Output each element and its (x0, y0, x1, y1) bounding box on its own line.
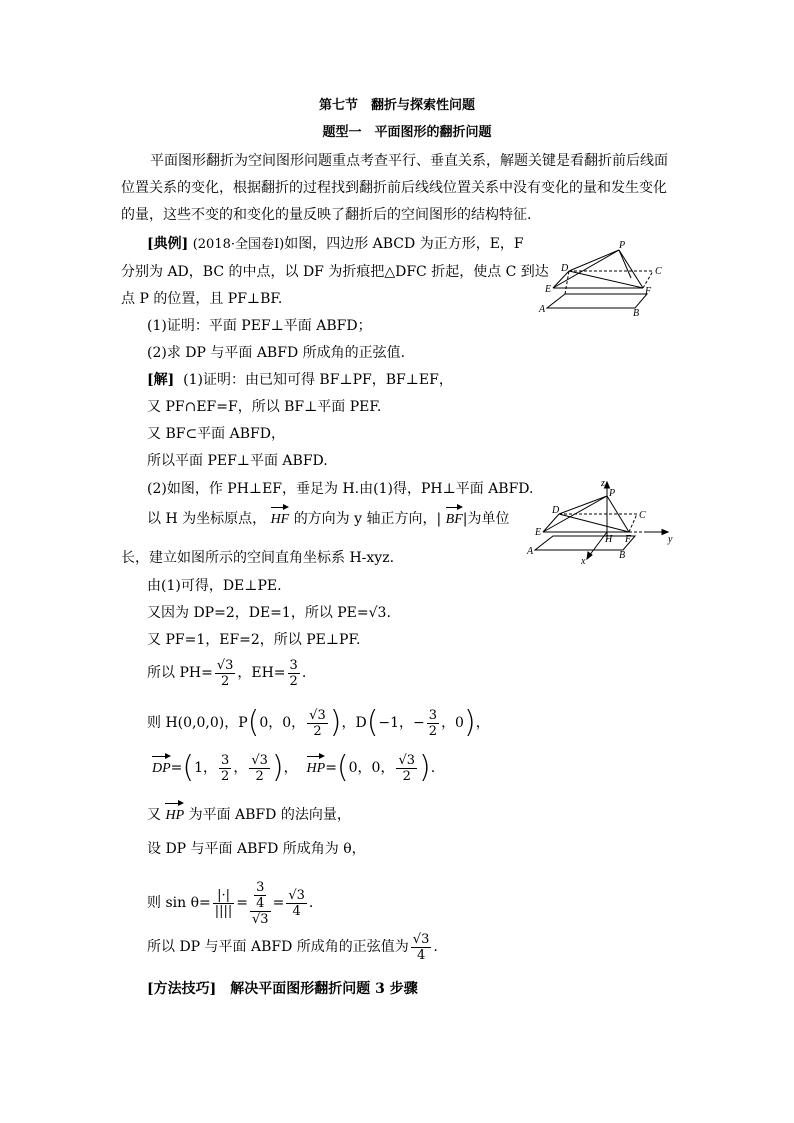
s13-hpval: 0，0， (348, 760, 395, 776)
vector-hp: HP (307, 753, 326, 777)
frac-den: 2 (313, 723, 322, 739)
s6-text-c: |为单位 (462, 511, 510, 527)
example-line-2: 分别为 AD，BC 的中点，以 DF 为折痕把△DFC 折起，使点 C 到达 (121, 264, 549, 280)
solution-line-4: 所以平面 PEF⊥平面 ABFD. (147, 453, 328, 469)
intro-line-2: 位置关系的变化，根据翻折的过程找到翻折前后线线位置关系中没有变化的量和发生变化 (121, 180, 667, 196)
label-F: F (645, 286, 652, 297)
frac-num: √3 (216, 657, 234, 673)
solution-line-6 (147, 504, 510, 529)
solution-line-17: 所以 DP 与平面 ABFD 所成角的正弦值为 $\frac{√3}{4}$ . (147, 931, 438, 963)
label-x: x (581, 556, 586, 567)
frac-num: 3 (256, 879, 265, 895)
solution-line-5: (2)如图，作 PH⊥EF，垂足为 H.由(1)得，PH⊥平面 ABFD. (147, 481, 534, 497)
label-P2: P (609, 488, 616, 499)
frac-den: 2 (220, 673, 230, 689)
s12-mid: ，D (341, 715, 367, 731)
s12-pre: 则 H(0,0,0)，P (147, 715, 248, 731)
frac-num: 3 (428, 707, 438, 723)
solution-line-3: 又 BF⊂平面 ABFD， (147, 426, 285, 442)
frac-den: 2 (221, 768, 230, 784)
solution-line-11: 所以 PH= $\frac{√3}{2}$ ，EH= $\frac{3}{2}$ . (147, 657, 307, 689)
s16-pre: 则 sin θ= (147, 895, 211, 911)
label-P: P (619, 240, 626, 251)
s12-p: 0，0， (259, 715, 306, 731)
frac-num: √3 (309, 707, 326, 723)
s12-d: −1，− (378, 715, 425, 731)
s17-pre: 所以 DP 与平面 ABFD 所成角的正弦值为 (147, 939, 409, 955)
vector-hf: HF (271, 504, 290, 528)
s6-text-a: 以 H 为坐标原点， (147, 511, 267, 527)
frac-num: √3 (412, 931, 430, 947)
s6-text-b: 的方向为 y 轴正方向，| (293, 511, 442, 527)
frac-num: 3 (221, 752, 230, 768)
solution-line-12: 则 H(0,0,0)，P(0，0， $\frac{√3}{2}$ )，D(−1，− $\frac{3}{2}$ ，0)， (147, 705, 490, 740)
label-B2: B (619, 550, 626, 561)
frac-den: 2 (255, 768, 264, 784)
label-B: B (633, 308, 640, 318)
solution-tag: [解] (147, 372, 175, 388)
question-1: (1)证明：平面 PEF⊥平面 ABFD； (147, 318, 372, 334)
frac-num: |·| (213, 888, 235, 904)
frac-num: √3 (398, 752, 416, 768)
solution-s1: (1)证明：由已知可得 BF⊥PF，BF⊥EF， (183, 372, 453, 388)
s12-d2: ，0 (441, 715, 464, 731)
solution-line-13: DP=(1， $\frac{3}{2}$ ， $\frac{√3}{2}$ )， HP=(0，0， $\frac{√3}{2}$ ). (152, 750, 436, 785)
label-C: C (655, 266, 662, 277)
figure-coordinate-system (525, 478, 675, 568)
label-F2: F (625, 534, 632, 545)
frac-num: √3 (288, 887, 305, 903)
solution-line-2: 又 PF∩EF=F，所以 BF⊥平面 PEF. (147, 399, 382, 415)
label-z: z (601, 478, 605, 489)
solution-line-8: 由(1)可得，DE⊥PE. (147, 578, 282, 594)
frac-den: √3 (252, 911, 269, 927)
frac-den: 4 (416, 947, 426, 963)
s14-pre: 又 (147, 807, 161, 823)
frac-den: |||| (214, 903, 233, 919)
example-line-3: 点 P 的位置，且 PF⊥BF. (121, 291, 283, 307)
solution-line-16: 则 sin θ= $\frac{|\cdot|}{||||}$ = $\frac{\frac{3}{4}}{√3}$ = $\frac{√3}{4}$ . (147, 879, 314, 927)
solution-line-9: 又因为 DP=2，DE=1，所以 PE=√3. (147, 605, 391, 621)
intro-line-3: 的量，这些不变的和变化的量反映了翻折后的空间图形的结构特征. (121, 207, 532, 223)
frac-den: 2 (402, 768, 411, 784)
solution-line-10: 又 PF=1，EF=2，所以 PE⊥PF. (147, 632, 361, 648)
frac-den: 2 (289, 673, 298, 689)
subsection-title: 题型一 平面图形的翻折问题 (322, 125, 492, 140)
vector-dp: DP (152, 753, 171, 777)
frac-den: 4 (256, 895, 265, 911)
frac-num: 3 (289, 657, 298, 673)
section-title: 第七节 翻折与探索性问题 (318, 98, 475, 113)
s13-dpval: 1， (194, 760, 218, 776)
s14-post: 为平面 ABFD 的法向量， (188, 807, 351, 823)
vector-bf: BF (446, 504, 463, 528)
label-A2: A (527, 546, 534, 557)
frac-num: √3 (251, 752, 268, 768)
question-2: (2)求 DP 与平面 ABFD 所成角的正弦值. (147, 345, 406, 361)
example-line1-text: 如图，四边形 ABCD 为正方形，E，F (284, 236, 524, 252)
label-E2: E (535, 527, 542, 538)
frac-den: 2 (428, 723, 438, 739)
solution-line-14 (147, 800, 351, 825)
method-tips: [方法技巧] 解决平面图形翻折问题 3 步骤 (147, 981, 418, 997)
label-D2: D (552, 505, 560, 516)
s11-pre: 所以 PH= (147, 665, 213, 681)
label-H: H (605, 534, 613, 545)
label-C2: C (639, 510, 646, 521)
s11-mid: ，EH= (237, 665, 286, 681)
label-A: A (539, 304, 546, 315)
figure-square-fold (535, 238, 675, 318)
vector-hp-normal: HP (165, 800, 184, 824)
solution-line-1 (147, 370, 453, 390)
frac-den: 4 (292, 903, 301, 919)
solution-line-15: 设 DP 与平面 ABFD 所成角为 θ， (147, 841, 366, 857)
label-y: y (668, 534, 673, 545)
solution-line-7: 长，建立如图所示的空间直角坐标系 H-xyz. (121, 550, 395, 566)
intro-line-1: 平面图形翻折为空间图形问题重点考查平行、垂直关系，解题关键是看翻折前后线面 (150, 153, 668, 169)
label-D: D (561, 263, 569, 274)
label-E: E (545, 284, 552, 295)
example-source: (2018·全国卷Ⅰ) (192, 237, 285, 252)
example-tag: [典例] (147, 236, 189, 252)
example-line-1 (147, 234, 524, 255)
